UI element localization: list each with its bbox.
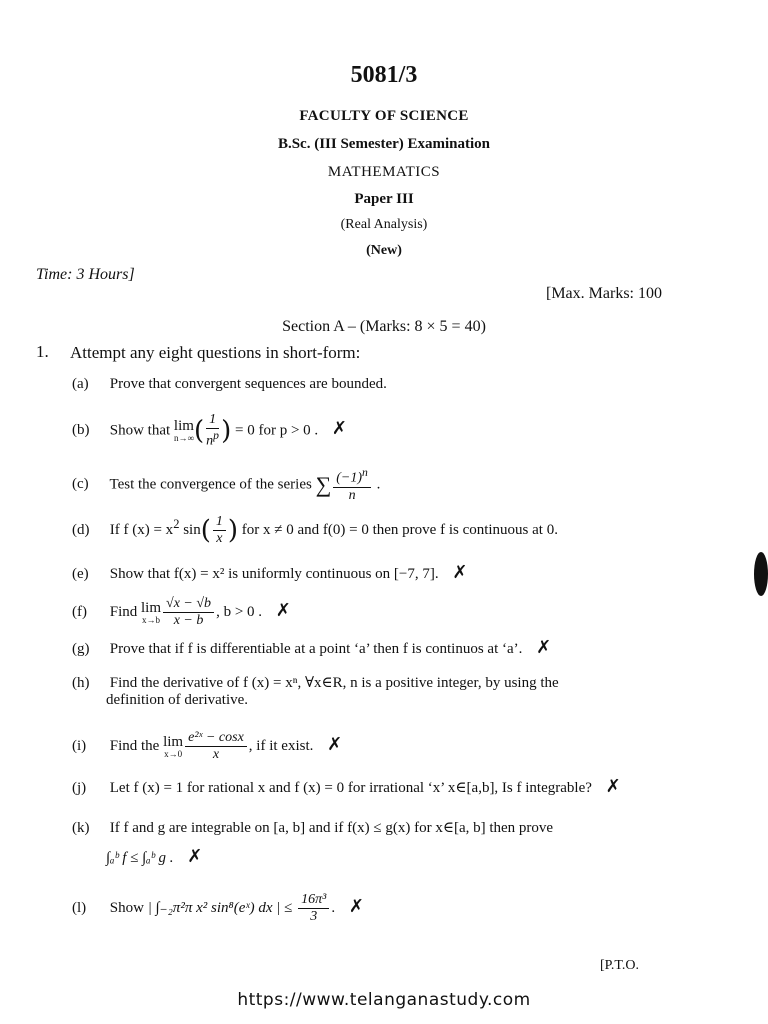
fraction-num: 1 — [213, 514, 226, 531]
limit-sub: n→∞ — [173, 432, 194, 443]
left-paren: ( — [193, 415, 205, 446]
item-post: . — [376, 476, 381, 493]
item-i — [72, 730, 342, 763]
den-exponent: p — [213, 429, 219, 442]
please-turn-over: [P.T.O. — [600, 958, 640, 973]
item-post: . — [331, 899, 336, 916]
item-line-1: Find the derivative of f (x) = xⁿ, ∀x∈R, n is a positive integer, by using the — [109, 675, 559, 691]
den-base: n — [206, 433, 214, 449]
integral-expression: | ∫₋₂π²π x² sin⁸(eˣ) dx | ≤ — [147, 899, 293, 916]
item-c — [72, 466, 380, 504]
limit-word: lim — [141, 599, 162, 616]
limit — [174, 419, 194, 443]
paper-title: Paper III — [354, 191, 414, 207]
limit-sub: x→0 — [164, 748, 183, 759]
item-k — [72, 818, 553, 837]
topic-title: (Real Analysis) — [340, 217, 428, 232]
item-label: (k) — [72, 820, 90, 836]
item-line-1: If f and g are integrable on [a, b] and if f(x) ≤ g(x) for x∈[a, b] then prove — [109, 820, 554, 836]
item-pre: Show that — [109, 422, 171, 439]
item-label: (j) — [72, 780, 87, 796]
item-pre: If f (x) = x — [109, 521, 174, 538]
left-paren: ( — [200, 515, 211, 546]
item-label: (g) — [72, 641, 90, 657]
item-label: (f) — [72, 603, 87, 620]
item-post: for x ≠ 0 and f(0) = 0 then prove f is continuous at 0. — [241, 521, 558, 538]
fraction-den: n — [348, 487, 356, 503]
item-label: (i) — [72, 737, 87, 754]
item-b — [72, 412, 347, 450]
right-paren: ) — [227, 515, 239, 546]
question-number: 1. — [36, 342, 49, 361]
item-text: Prove that if f is differentiable at a point ‘a’ then f is continuos at ‘a’. — [109, 641, 523, 657]
faculty-title: FACULTY OF SCIENCE — [299, 108, 469, 124]
section-heading: Section A – (Marks: 8 × 5 = 40) — [282, 318, 486, 335]
item-post: , if it exist. — [248, 737, 314, 754]
item-label: (h) — [72, 675, 90, 691]
item-pre: Show — [109, 899, 144, 916]
cross-mark-icon: ✗ — [348, 895, 364, 917]
item-k-continued — [106, 846, 202, 867]
cross-mark-icon: ✗ — [331, 418, 348, 440]
version-label: (New) — [366, 243, 402, 258]
item-e — [72, 562, 467, 583]
source-url: https://www.telanganastudy.com — [237, 990, 531, 1010]
item-text: Prove that convergent sequences are bounded. — [109, 376, 387, 392]
question-instruction: Attempt any eight questions in short-form: — [70, 343, 361, 362]
item-h-continued — [106, 692, 248, 709]
cross-mark-icon: ✗ — [187, 846, 203, 867]
fraction — [163, 596, 214, 629]
fraction-num: √x − √b — [163, 596, 214, 613]
cross-mark-icon: ✗ — [452, 562, 468, 583]
limit — [163, 735, 183, 759]
item-pre: Test the convergence of the series — [109, 476, 312, 493]
item-text: Show that f(x) = x² is uniformly continuous on [−7, 7]. — [109, 566, 439, 582]
right-paren: ) — [221, 415, 232, 446]
fraction-den: 3 — [310, 909, 318, 924]
num-base: (−1) — [336, 470, 363, 486]
item-label: (b) — [72, 422, 90, 439]
item-j — [72, 776, 621, 797]
item-label: (l) — [72, 899, 87, 916]
fraction — [333, 466, 371, 504]
fraction — [213, 514, 226, 547]
exponent: 2 — [173, 516, 180, 531]
limit — [141, 601, 161, 625]
item-d — [72, 514, 558, 547]
fraction-num — [333, 466, 371, 488]
item-h — [72, 673, 559, 692]
limit-word: lim — [173, 417, 194, 434]
item-label: (d) — [72, 521, 90, 538]
subject-title: MATHEMATICS — [327, 164, 441, 180]
cross-mark-icon: ✗ — [536, 637, 552, 658]
item-a — [72, 376, 387, 393]
item-post: , b > 0 . — [216, 603, 263, 620]
item-line-2: definition of derivative. — [106, 692, 249, 708]
max-marks: [Max. Marks: 100 — [546, 285, 662, 302]
item-post: = 0 for p > 0 . — [235, 422, 319, 439]
item-l — [72, 892, 364, 925]
scan-edge-mark — [754, 552, 768, 596]
fraction-den — [206, 429, 219, 450]
item-f — [72, 596, 291, 629]
fraction-num: 16π³ — [298, 892, 329, 909]
cross-mark-icon: ✗ — [327, 733, 343, 755]
num-exponent: n — [362, 466, 368, 479]
item-line-2: ∫ₐᵇ f ≤ ∫ₐᵇ g . — [106, 850, 174, 866]
item-g — [72, 637, 551, 658]
fraction-den: x − b — [173, 613, 204, 628]
item-label: (e) — [72, 566, 89, 582]
item-label: (a) — [72, 376, 89, 392]
fraction — [206, 412, 219, 450]
sigma-symbol: ∑ — [315, 471, 332, 497]
item-pre: Find — [109, 603, 138, 620]
fraction-num: e²ˣ − cosx — [185, 730, 247, 747]
fraction-num: 1 — [206, 412, 219, 429]
cross-mark-icon: ✗ — [605, 776, 621, 797]
fraction-den: x — [212, 747, 220, 762]
item-text: Let f (x) = 1 for rational x and f (x) = 0 for irrational ‘x’ x∈[a,b], Is f integrable? — [109, 780, 592, 796]
limit-sub: x→b — [142, 614, 161, 625]
sin-word: sin — [183, 521, 201, 538]
item-label: (c) — [72, 476, 89, 493]
paper-code: 5081/3 — [350, 62, 418, 88]
limit-word: lim — [163, 733, 184, 750]
fraction — [185, 730, 247, 763]
fraction-den: x — [216, 531, 223, 546]
time-allowed: Time: 3 Hours] — [36, 266, 135, 283]
exam-title: B.Sc. (III Semester) Examination — [277, 136, 491, 152]
cross-mark-icon: ✗ — [275, 599, 291, 621]
item-pre: Find the — [109, 737, 160, 754]
fraction — [298, 892, 329, 925]
